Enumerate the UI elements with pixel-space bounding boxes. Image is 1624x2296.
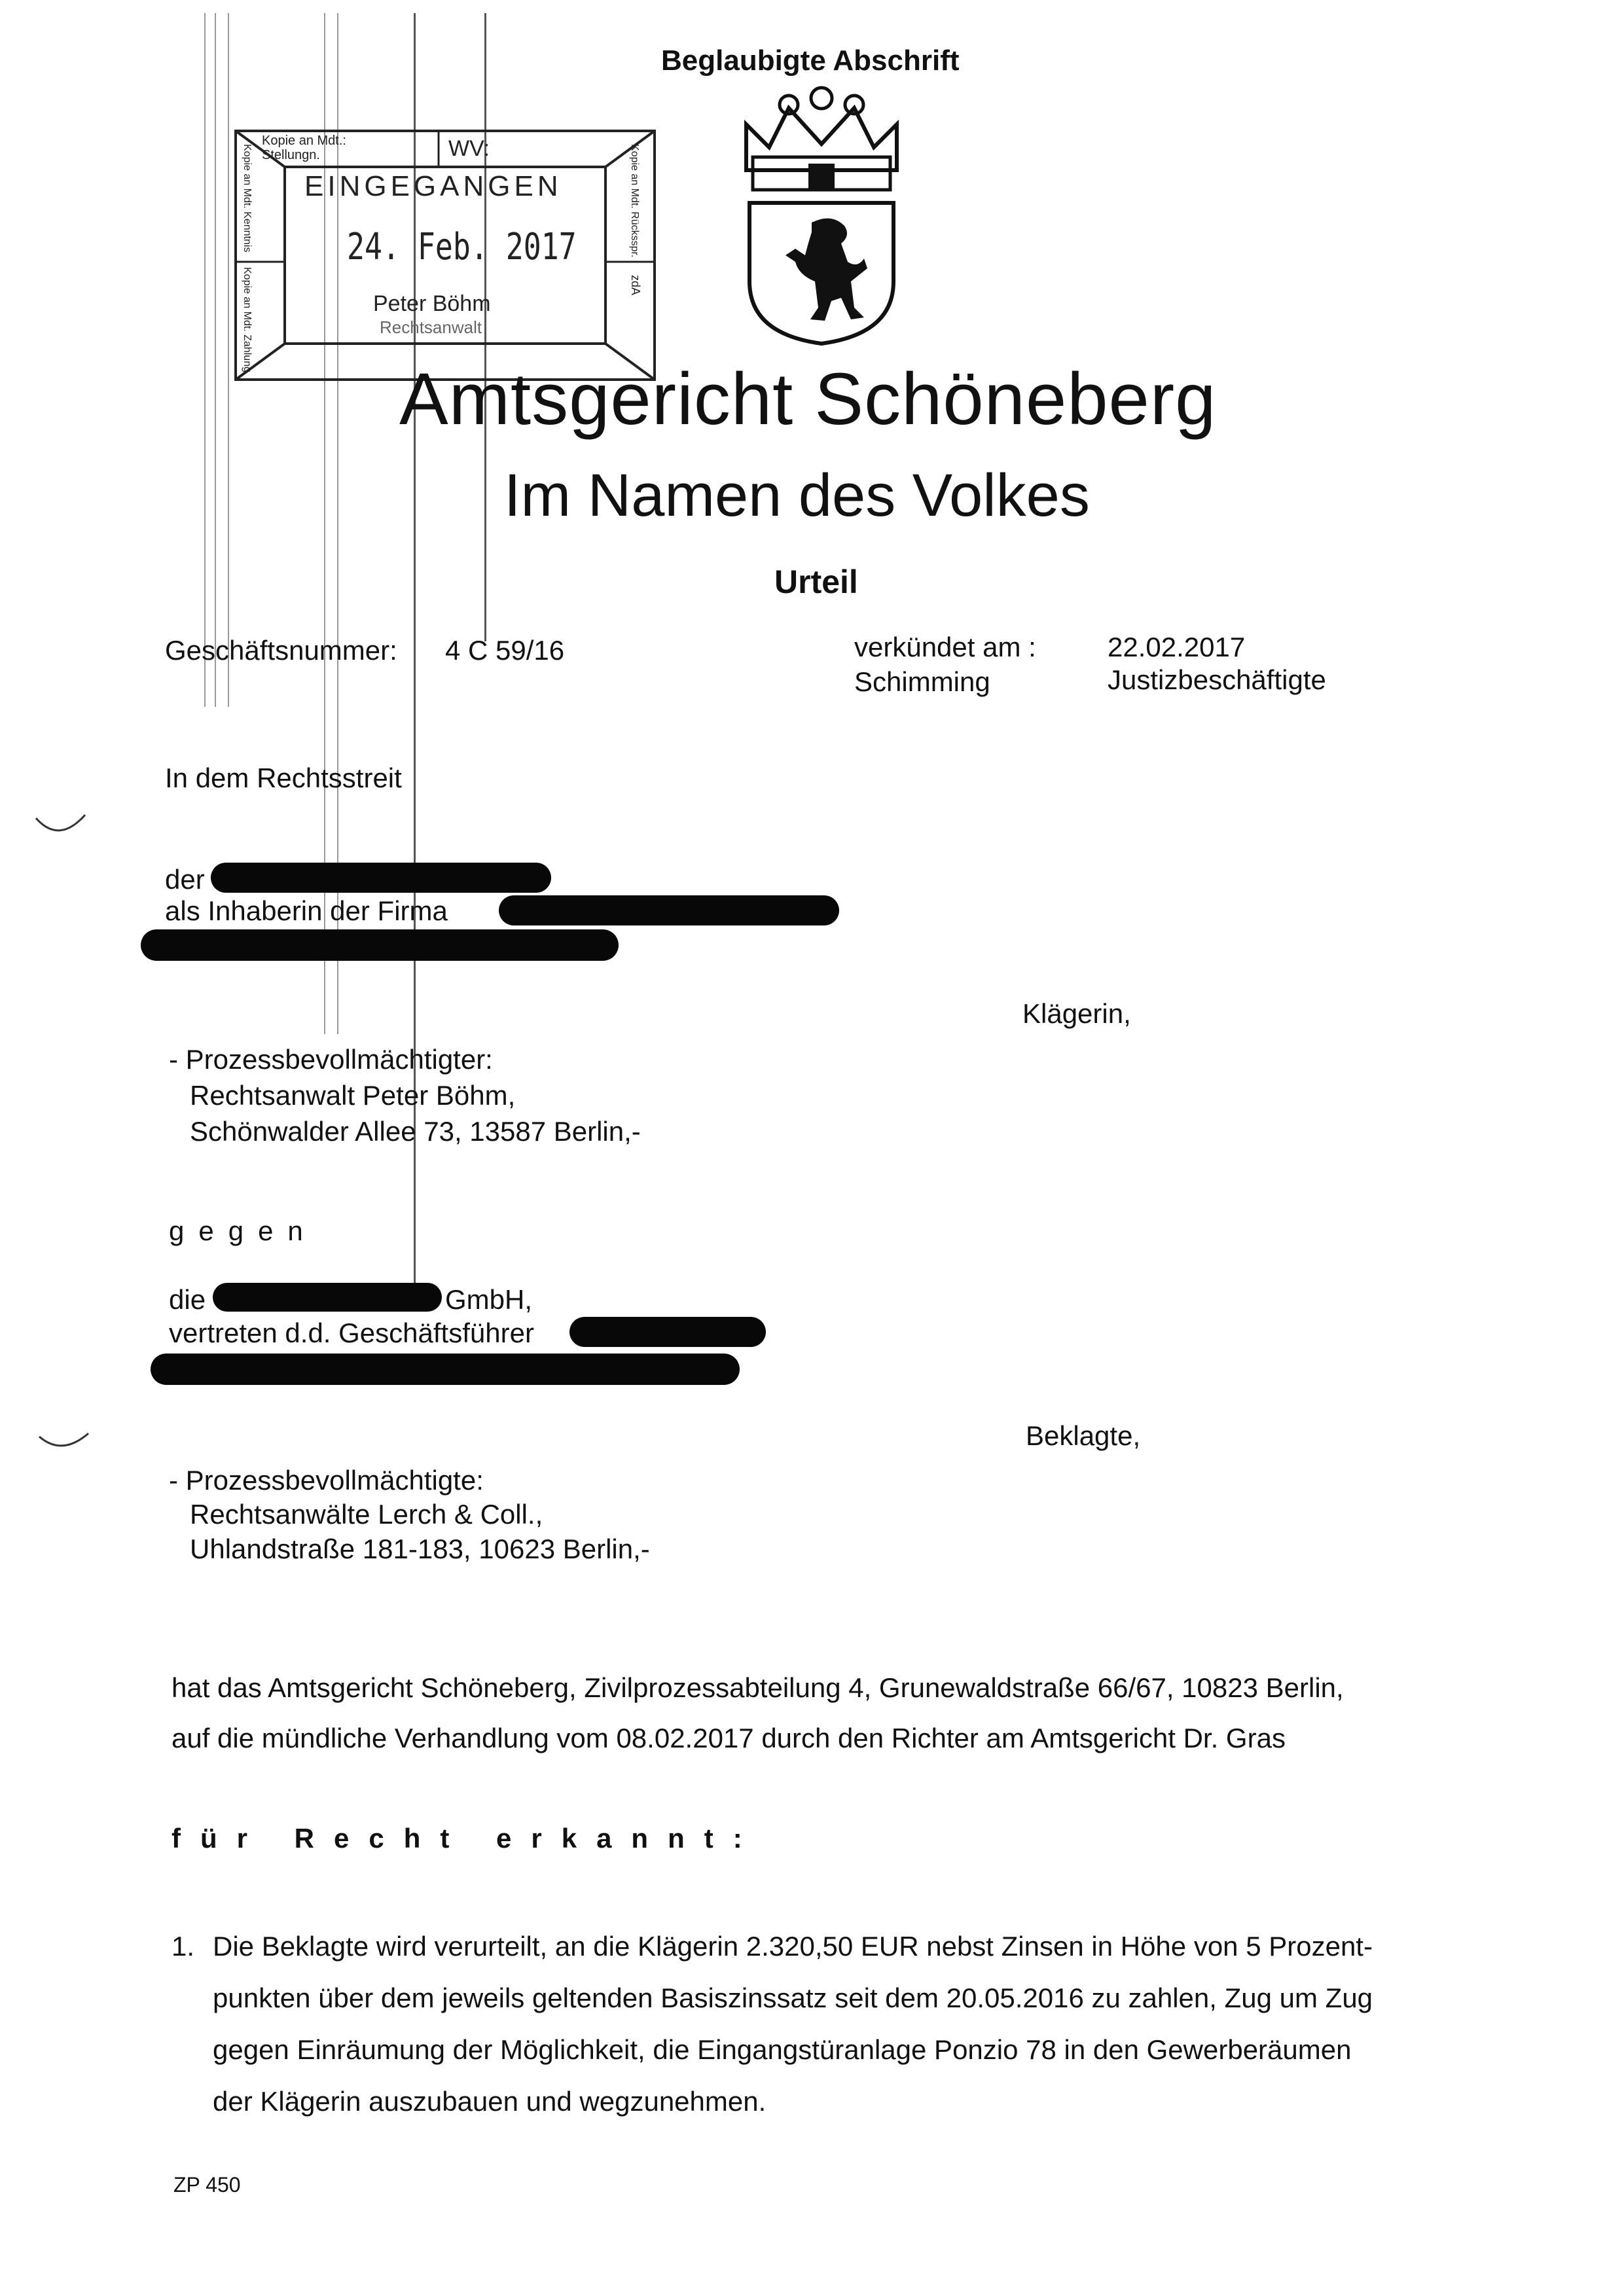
case-number: 4 C 59/16 (445, 635, 565, 666)
court-statement-line-2: auf die mündliche Verhandlung vom 08.02.2017 durch den Richter am Amtsgericht Dr. Gras (171, 1723, 1286, 1753)
plaintiff-role: Klägerin, (1022, 998, 1131, 1029)
item-1-line-3: gegen Einräumung der Möglichkeit, die Eingangstüranlage Ponzio 78 in den Gewerberäumen (213, 2034, 1352, 2065)
redaction-bar (569, 1317, 766, 1347)
announced-label: verkündet am : (854, 632, 1036, 662)
announced-date: 22.02.2017 (1108, 632, 1246, 662)
defendant-counsel-name: Rechtsanwälte Lerch & Coll., (190, 1499, 543, 1530)
redaction-bar (499, 895, 839, 925)
document-type: Urteil (774, 564, 858, 600)
defendant-line-1: die (169, 1284, 206, 1315)
stamp-copy-client: Kopie an Mdt.: (262, 134, 346, 148)
item-1-line-2: punkten über dem jeweils geltenden Basiszinssatz seit dem 20.05.2016 zu zahlen, Zug um Zug (213, 1982, 1373, 2013)
plaintiff-line-1: der (165, 864, 205, 895)
scan-artifact-line (204, 13, 206, 707)
stamp-right-side: Kopie an Mdt. Rücksspr. (629, 144, 640, 258)
plaintiff-counsel-address: Schönwalder Allee 73, 13587 Berlin,- (190, 1116, 641, 1147)
plaintiff-line-2: als Inhaberin der Firma (165, 895, 448, 926)
plaintiff-counsel-name: Rechtsanwalt Peter Böhm, (190, 1080, 516, 1111)
punch-mark-icon (36, 1427, 95, 1460)
court-name: Amtsgericht Schöneberg (399, 358, 1217, 440)
item-1-line-1: Die Beklagte wird verurteilt, an die Klägerin 2.320,50 EUR nebst Zinsen in Höhe von 5 Prozent- (213, 1931, 1373, 1962)
certified-copy-label: Beglaubigte Abschrift (661, 45, 960, 77)
stamp-right-side-2: zdA (629, 275, 642, 296)
defendant-counsel-address: Uhlandstraße 181-183, 10623 Berlin,- (190, 1534, 650, 1564)
scan-artifact-line (215, 13, 216, 707)
case-number-label: Geschäftsnummer: (165, 635, 397, 666)
redaction-bar (211, 863, 551, 893)
stamp-wv: WV: (448, 136, 490, 161)
dispute-intro: In dem Rechtsstreit (165, 762, 402, 793)
defendant-line-1-end: GmbH, (445, 1284, 533, 1315)
redaction-bar (141, 929, 619, 961)
stamp-date: 24. Feb. 2017 (347, 226, 577, 268)
receipt-stamp (223, 118, 668, 393)
item-1-number: 1. (171, 1931, 195, 1962)
defendant-role: Beklagte, (1026, 1420, 1141, 1451)
stamp-received: EINGEGANGEN (304, 170, 562, 202)
berlin-coat-of-arms-icon (733, 72, 910, 347)
stamp-lawyer-name: Peter Böhm (373, 291, 491, 316)
item-1-line-4: der Klägerin auszubauen und wegzunehmen. (213, 2086, 767, 2117)
redaction-bar (151, 1354, 740, 1385)
stamp-left-side-2: Kopie an Mdt. Zahlung (242, 267, 253, 372)
versus-label: gegen (169, 1215, 317, 1246)
redaction-bar (213, 1283, 442, 1312)
clerk-title: Justizbeschäftigte (1108, 664, 1326, 695)
plaintiff-counsel-label: - Prozessbevollmächtigter: (169, 1044, 493, 1075)
stamp-lawyer-role: Rechtsanwalt (380, 317, 482, 337)
defendant-line-2: vertreten d.d. Geschäftsführer (169, 1318, 534, 1348)
punch-mark-icon (33, 805, 92, 844)
stamp-left-side: Kopie an Mdt. Kenntnis (242, 144, 253, 253)
court-statement-line-1: hat das Amtsgericht Schöneberg, Zivilprozessabteilung 4, Grunewaldstraße 66/67, 10823 Berlin, (171, 1672, 1344, 1703)
stamp-statement: Stellungn. (262, 148, 320, 162)
clerk-name: Schimming (854, 666, 990, 697)
verdict-heading: für Recht erkannt: (171, 1823, 762, 1854)
in-name-of-people: Im Namen des Volkes (504, 462, 1090, 529)
defendant-counsel-label: - Prozessbevollmächtigte: (169, 1465, 484, 1496)
form-id: ZP 450 (173, 2173, 241, 2197)
